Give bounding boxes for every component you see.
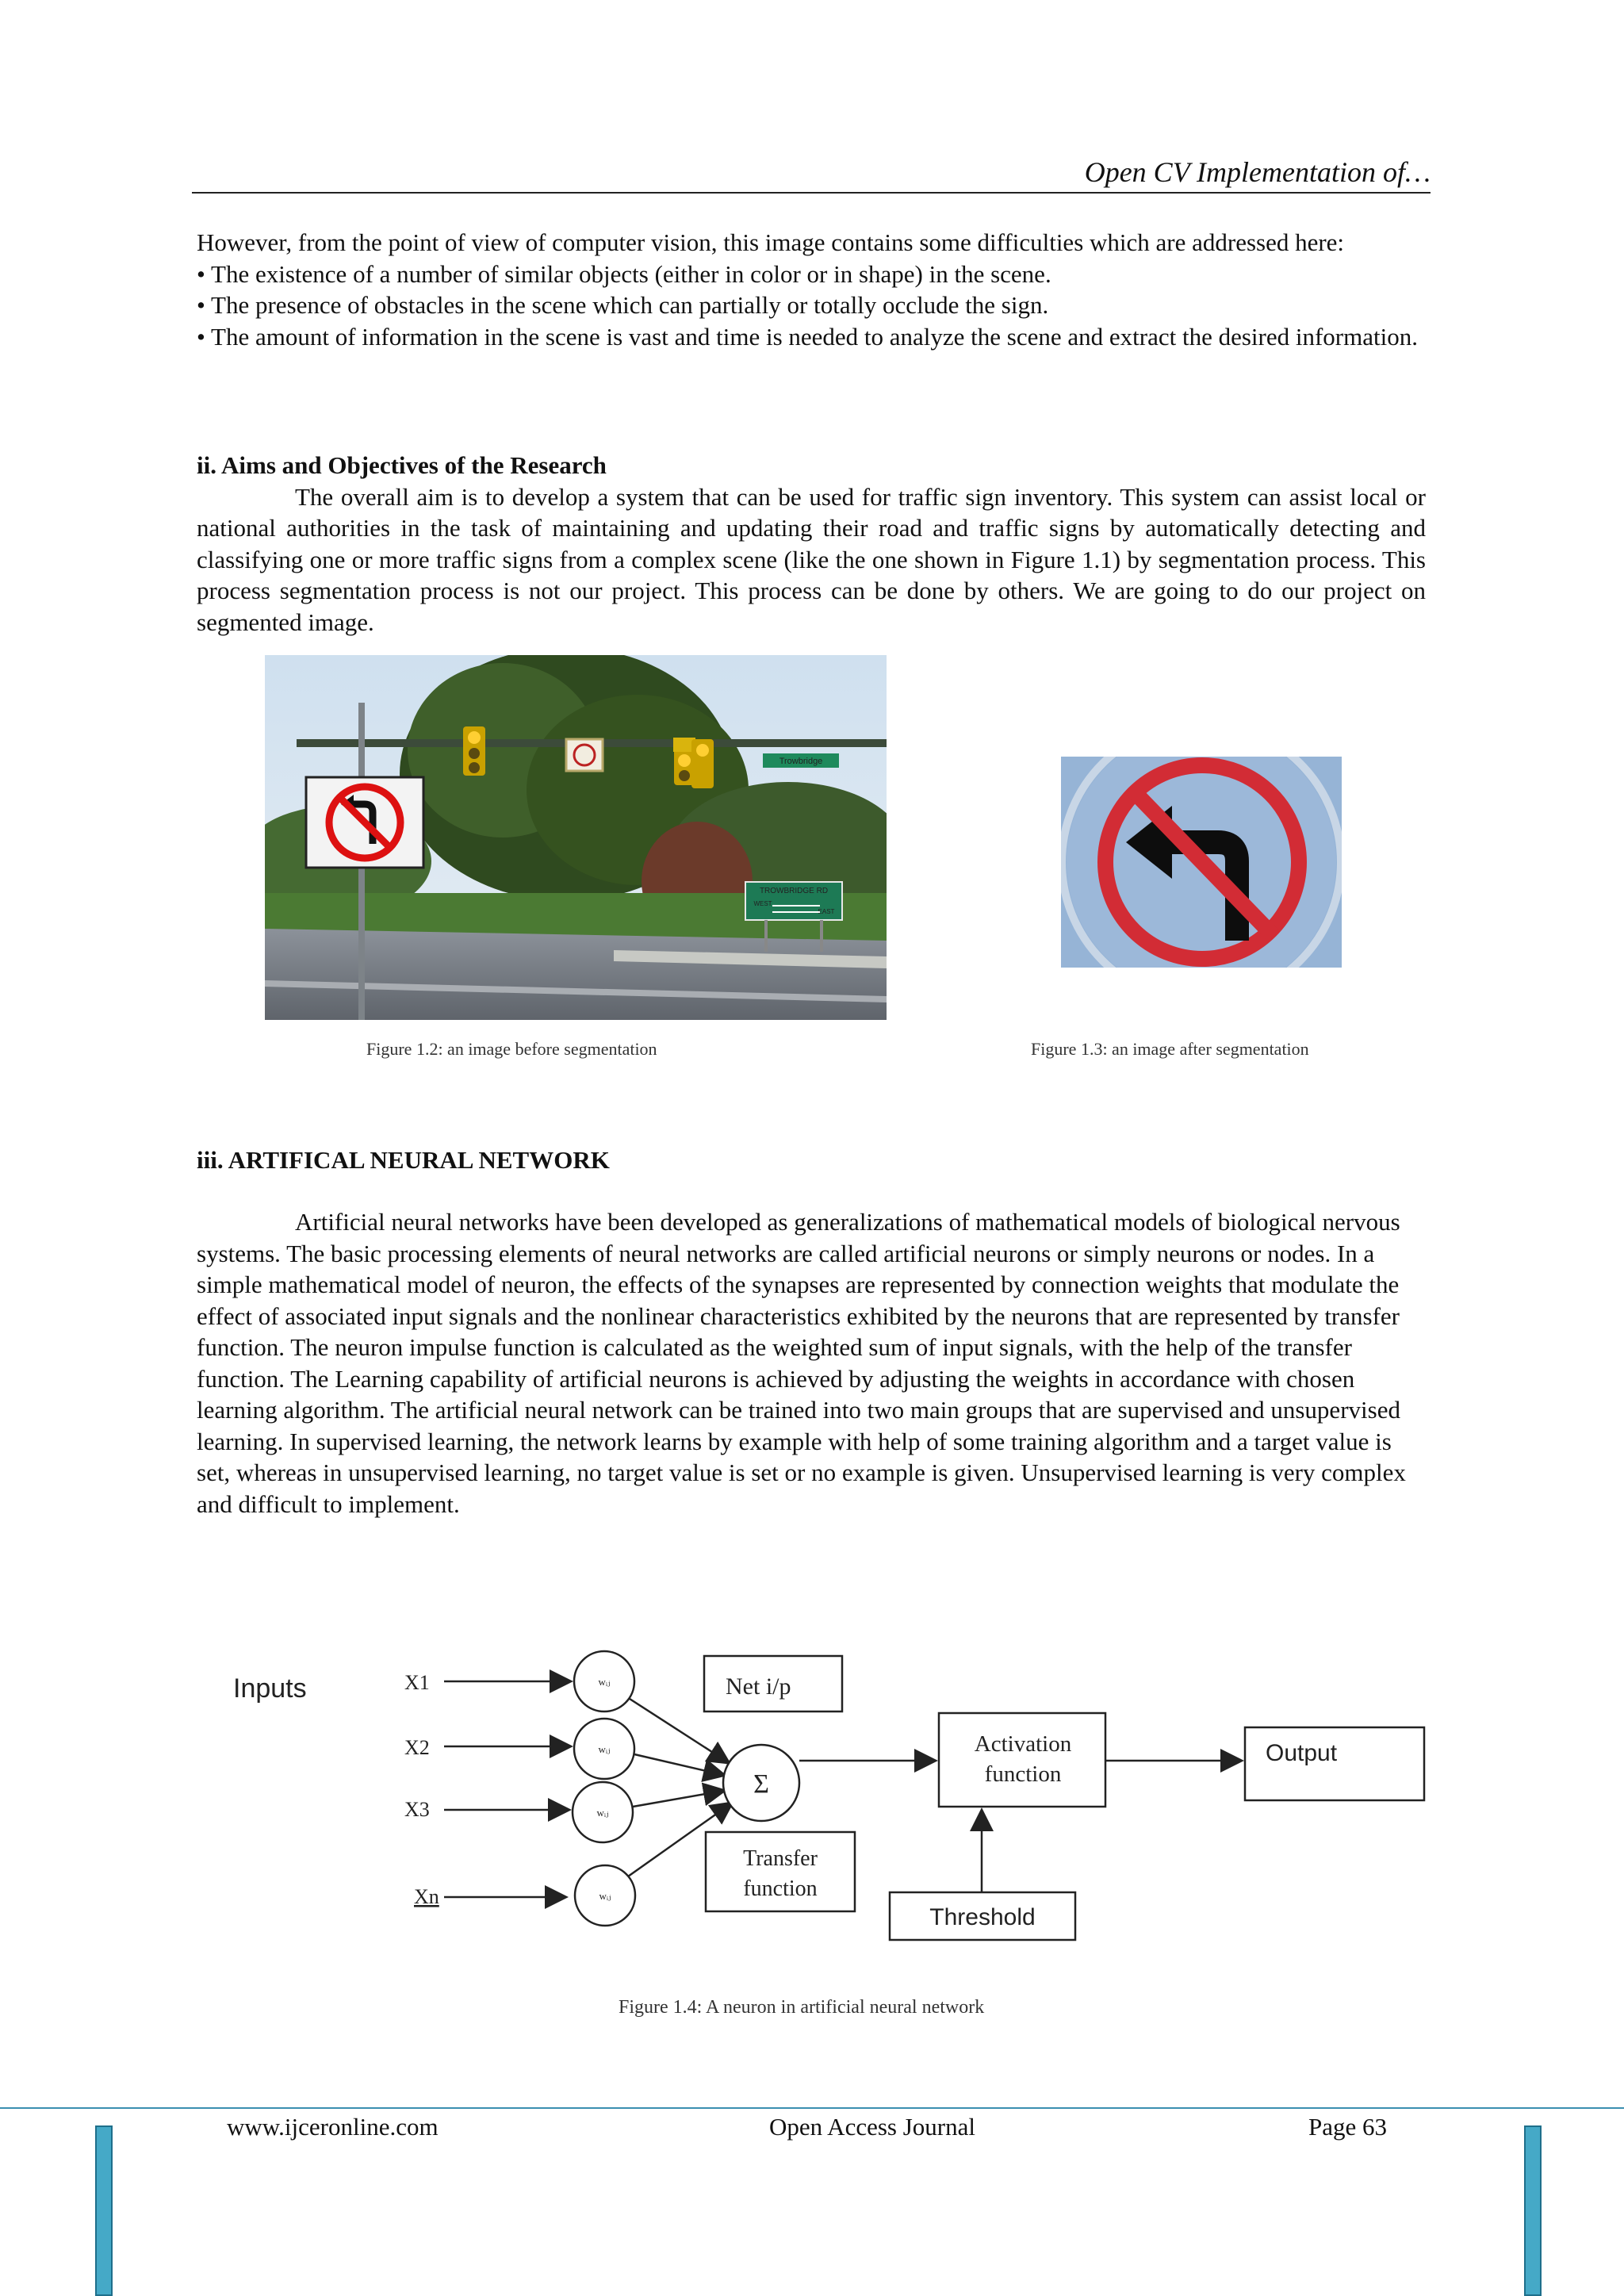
- section-heading: iii. ARTIFICAL NEURAL NETWORK: [197, 1146, 610, 1174]
- section-ann: [197, 1144, 1426, 1176]
- figure-segmented-sign-image: [1061, 757, 1342, 968]
- weight-label: wᵢⱼ: [599, 1890, 611, 1902]
- footer-page-number: Page 63: [1308, 2113, 1388, 2141]
- intro-paragraph: However, from the point of view of computer vision, this image contains some difficulties which are addressed here:: [197, 228, 1345, 256]
- inputs-label: Inputs: [233, 1673, 307, 1704]
- section-ann-body-block: [197, 1206, 1426, 1520]
- section-aims: [197, 450, 1426, 638]
- running-title: Open CV Implementation of…: [1084, 156, 1431, 188]
- figure-1-4-caption: Figure 1.4: A neuron in artificial neural network: [619, 1997, 985, 2018]
- section-body: The overall aim is to develop a system that can be used for traffic sign inventory. This system can assist local or national authorities in the task of maintaining and updating their road and traffic signs by automatically detecting and classifying one or more traffic signs from a complex scene (like the one shown in Figure 1.1) by segmentation process. This process segmentation process is not our project. This process can be done by others. We are going to do our project on segmented image.: [197, 482, 1426, 636]
- footer-rule: [0, 2107, 1624, 2109]
- input-label: X1: [404, 1671, 430, 1694]
- output-label: Output: [1266, 1740, 1338, 1766]
- transfer-label-line1: Transfer: [743, 1846, 818, 1871]
- sum-symbol: Σ: [753, 1769, 769, 1799]
- running-header: [192, 151, 1431, 194]
- section-body: Artificial neural networks have been developed as generalizations of mathematical models of biological nervous systems. The basic processing elements of neural networks are called artificial neurons or simply neurons or nodes. In a simple mathematical model of neuron, the effects of the synapses are represented by connection weights that modulate the effect of associated input signals and the nonlinear characteristics exhibited by the neurons that are represented by transfer function. The neuron impulse function is calculated as the weighted sum of input signals, with the help of the transfer function. The Learning capability of artificial neurons is achieved by adjusting the weights in accordance with chosen learning algorithm. The artificial neural network can be trained into two main groups that are supervised and unsupervised learning. In supervised learning, the network learns by example with help of some training algorithm and a target value is set, whereas in unsupervised learning, no target value is set or no example is given. Unsupervised learning is very complex and difficult to implement.: [197, 1208, 1406, 1518]
- figure-1-3-caption: Figure 1.3: an image after segmentation: [1031, 1039, 1309, 1059]
- street-name-sign: Trowbridge: [779, 757, 823, 766]
- input-label: X2: [404, 1736, 430, 1759]
- activation-label-line2: function: [984, 1761, 1062, 1787]
- weight-label: wᵢⱼ: [598, 1676, 611, 1688]
- guide-sign-line1: TROWBRIDGE RD: [759, 887, 829, 895]
- footer-left-bar: [95, 2125, 113, 2296]
- footer-journal: Open Access Journal: [769, 2113, 975, 2141]
- guide-sign-line2: WEST: [753, 900, 772, 907]
- input-label: X3: [404, 1798, 430, 1821]
- guide-sign-line3: EAST: [818, 908, 835, 915]
- footer-right-bar: [1524, 2125, 1542, 2296]
- neuron-diagram: [206, 1610, 1491, 1991]
- bullet-item: • The presence of obstacles in the scene which can partially or totally occlude the sign.: [197, 291, 1049, 319]
- net-input-label: Net i/p: [726, 1673, 791, 1700]
- weight-label: wᵢⱼ: [598, 1743, 611, 1755]
- bullet-item: • The amount of information in the scene is vast and time is needed to analyze the scene and extract the desired information.: [197, 322, 1418, 351]
- figure-street-scene-image: [265, 655, 887, 1020]
- transfer-label-line2: function: [743, 1876, 818, 1901]
- weight-label: wᵢⱼ: [596, 1807, 609, 1819]
- activation-label-line1: Activation: [974, 1731, 1072, 1757]
- section-heading: ii. Aims and Objectives of the Research: [197, 451, 607, 479]
- input-label: Xn: [414, 1885, 439, 1908]
- footer-website: www.ijceronline.com: [227, 2113, 439, 2141]
- figure-1-2-caption: Figure 1.2: an image before segmentation: [366, 1039, 657, 1059]
- threshold-label: Threshold: [929, 1904, 1036, 1930]
- bullet-item: • The existence of a number of similar objects (either in color or in shape) in the scene.: [197, 259, 1051, 288]
- intro-block: [197, 227, 1426, 352]
